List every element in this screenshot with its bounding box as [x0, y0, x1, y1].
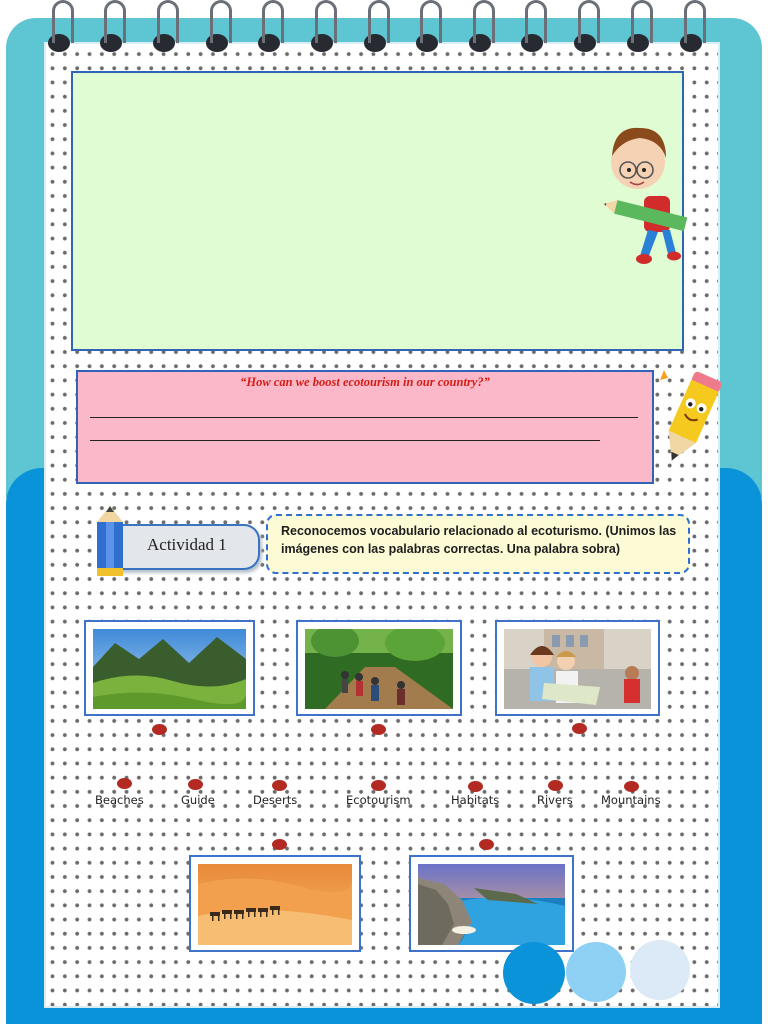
binding-ring: [315, 0, 337, 43]
instruction-text: Reconocemos vocabulario relacionado al ecoturismo. (Unimos las imágenes con las palabras correctas. Una palabra sobra): [281, 524, 677, 556]
decor-circle: [630, 940, 690, 1000]
binding-ring: [52, 0, 74, 43]
binding-ring: [578, 0, 600, 43]
match-dot[interactable]: [624, 781, 639, 792]
binding-ring: [684, 0, 706, 43]
word-mountains: Mountains: [601, 793, 661, 807]
binding-ring: [157, 0, 179, 43]
blue-pencil-icon: [92, 504, 128, 578]
binding-ring: [473, 0, 495, 43]
word-habitats: Habitats: [451, 793, 500, 807]
match-dot[interactable]: [371, 780, 386, 791]
binding-ring: [262, 0, 284, 43]
match-dot[interactable]: [152, 724, 167, 735]
hikers-forest-photo[interactable]: [296, 620, 462, 716]
match-dot[interactable]: [479, 839, 494, 850]
match-dot[interactable]: [572, 723, 587, 734]
match-dot[interactable]: [371, 724, 386, 735]
match-dot[interactable]: [272, 780, 287, 791]
decor-circle: [503, 942, 565, 1004]
match-dot[interactable]: [117, 778, 132, 789]
binding-ring: [631, 0, 653, 43]
desert-camels-photo[interactable]: [189, 855, 361, 952]
word-guide: Guide: [181, 793, 215, 807]
word-ecotourism: Ecotourism: [346, 793, 411, 807]
binding-ring: [420, 0, 442, 43]
match-dot[interactable]: [548, 780, 563, 791]
binding-ring: [104, 0, 126, 43]
mountains-photo[interactable]: [84, 620, 255, 716]
match-dot[interactable]: [468, 781, 483, 792]
boy-with-pencil-icon: [600, 118, 696, 268]
title-box: [71, 71, 684, 351]
match-dot[interactable]: [188, 779, 203, 790]
word-rivers: Rivers: [537, 793, 573, 807]
decor-circle: [566, 942, 626, 1002]
match-dot[interactable]: [272, 839, 287, 850]
beach-cove-photo[interactable]: [409, 855, 574, 952]
cartoon-pencil-icon: [654, 366, 734, 472]
question-text: “How can we boost ecotourism in our country?”: [240, 375, 490, 389]
binding-ring: [525, 0, 547, 43]
binding-ring: [210, 0, 232, 43]
tour-guide-photo[interactable]: [495, 620, 660, 716]
activity-label: Actividad 1: [147, 535, 227, 554]
binding-ring: [368, 0, 390, 43]
answer-line[interactable]: [90, 440, 600, 441]
word-deserts: Deserts: [253, 793, 298, 807]
word-beaches: Beaches: [95, 793, 144, 807]
answer-line[interactable]: [90, 417, 638, 418]
